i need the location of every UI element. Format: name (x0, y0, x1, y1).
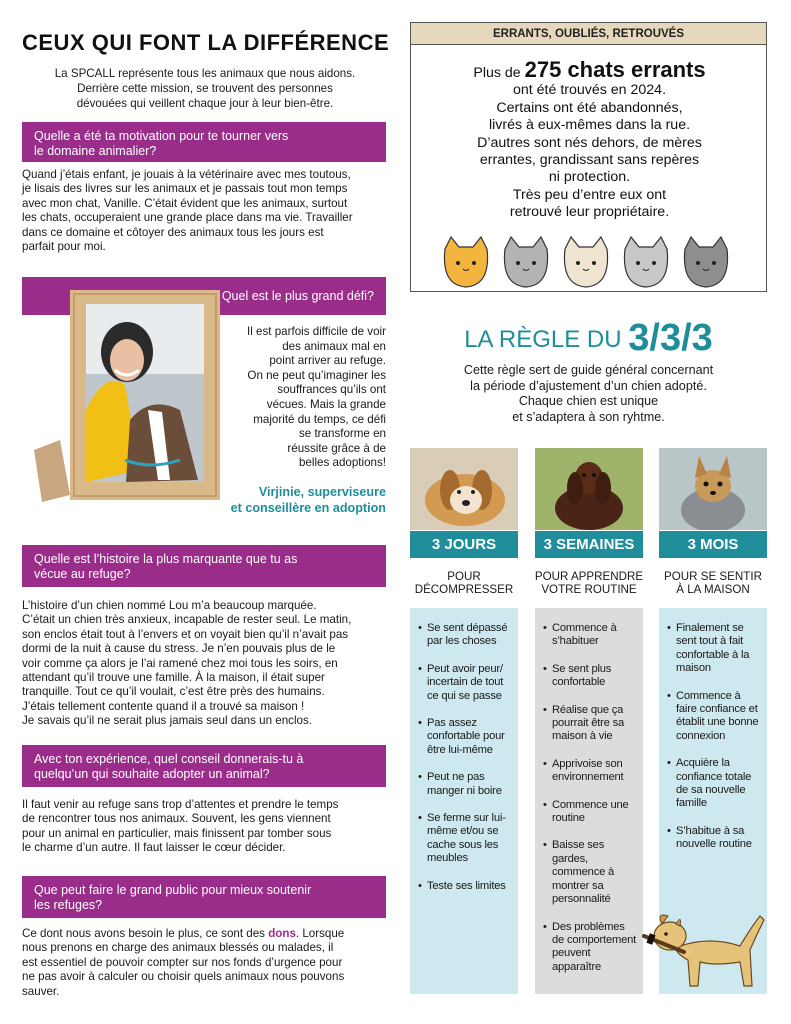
list-item: • Pas assez confortable pour être lui-même (418, 717, 514, 757)
list-item: • Commence à faire confiance et établit une bonne connexion (667, 690, 763, 744)
question-motivation: Quelle a été ta motivation pour te tourner vers le domaine animalier? (22, 122, 386, 162)
answer-advice: Il faut venir au refuge sans trop d’attentes et prendre le temps de rencontrer tous nos animaux. Souvent, les gens viennent pour un animal en particulier, mais finissent par tomber sous le charme d’un autre. Il faut laisser le cœur décider. (22, 798, 339, 855)
box-text: Plus de 275 chats errants ont été trouvés en 2024. Certains ont été abandonnés, livrés à eux-mêmes dans la rue. D’autres sont nés dehors, de mères errantes, grandissant sans repères ni protection. Très peu d’entre eux ont retrouvé leur propriétaire. (473, 57, 706, 221)
list-item: • S’habitue à sa nouvelle routine (667, 825, 763, 852)
list-item: • Peut ne pas manger ni boire (418, 771, 514, 798)
question-public: Que peut faire le grand public pour mieux soutenir les refuges? (22, 876, 386, 918)
list-item: • Des problèmes de comportement peuvent apparaître (543, 921, 639, 975)
list-item: • Finalement se sent tout à fait confortable à la maison (667, 622, 763, 676)
list-item: • Teste ses limites (418, 880, 514, 893)
label-3-jours: 3 JOURS (410, 531, 518, 558)
list-3-semaines (535, 608, 643, 994)
question-advice: Avec ton expérience, quel conseil donnerais-tu à quelqu’un qui souhaite adopter un animal? (22, 745, 386, 787)
dog-with-stick-illustration (640, 906, 770, 998)
list-item: • Acquière la confiance totale de sa nouvelle famille (667, 757, 763, 811)
answer-challenge: Il est parfois difficile de voir des animaux mal en point arriver au refuge. On ne peut qu’imaginer les souffrances qu’ils ont vécues. Mais la grande majorité du temps, ce défi se transforme en réussite grâce à de belles adoptions! (247, 325, 386, 470)
subtitle-3-jours: POUR DÉCOMPRESSER (414, 570, 514, 597)
label-3-semaines: 3 SEMAINES (535, 531, 643, 558)
dog-photo-1 (410, 448, 518, 530)
intro-text: La SPCALL représente tous les animaux que nous aidons. Derrière cette mission, se trouvent des personnes dévouées qui veillent chaque jour à leur bien-être. (54, 67, 356, 110)
list-item: • Se ferme sur lui-même et/ou se cache sous les meubles (418, 812, 514, 866)
list-3-jours (410, 608, 518, 994)
dons-highlight: dons (268, 927, 296, 940)
cats-illustration (439, 235, 739, 293)
framed-photo (30, 290, 220, 510)
rule-title: LA RÈGLE DU 3/3/3 (464, 317, 713, 359)
list-item: • Se sent plus confortable (543, 663, 639, 690)
answer-story: L’histoire d’un chien nommé Lou m’a beaucoup marquée. C’était un chien très anxieux, incapable de rester seul. Le matin, son enclos était tout à l’envers et on voyait bien qu’il n’avait pas dormi de la nuit à cause du stress. Je n’en pouvais plus de le voir comme ça alors je l’ai ramené chez moi tous les soirs, en attendant qu’il trouve une famille. À la maison, il était super tranquille. Tout ce qu’il voulait, c’est être près des humains. J’étais tellement contente quand il a trouvé sa maison ! Je savais qu’il ne serait plus jamais seul dans un enclos. (22, 599, 352, 728)
answer-public: Ce dont nous avons besoin le plus, ce sont des dons. Lorsque nous prenons en charge des animaux blessés ou malades, il est essentiel de pouvoir compter sur nos fonds d’urgence pour ne pas avoir à calculer ou choisir quels animaux nous pouvons sauver. (22, 927, 345, 998)
answer-motivation: Quand j’étais enfant, je jouais à la vétérinaire avec mes toutous, je lisais des livres sur les animaux et je passais tout mon temps avec mon chat, Vanille. C’était évident que les animaux, surtout les chats, occuperaient une grande place dans ma vie. Travailler dans ce domaine et côtoyer des animaux tous les jours est parfait pour moi. (22, 168, 353, 254)
stray-cats-box (410, 22, 767, 292)
list-item: • Commence à s’habituer (543, 622, 639, 649)
question-challenge: Quel est le plus grand défi? (22, 277, 386, 315)
question-story: Quelle est l’histoire la plus marquante que tu as vécue au refuge? (22, 545, 386, 587)
list-item: • Se sent dépassé par les choses (418, 622, 514, 649)
subtitle-3-semaines: POUR APPRENDRE VOTRE ROUTINE (534, 570, 644, 597)
list-item: • Réalise que ça pourrait être sa maison à vie (543, 704, 639, 744)
page-title: CEUX QUI FONT LA DIFFÉRENCE (22, 30, 390, 55)
rule-intro: Cette règle sert de guide général concernant la période d’ajustement d’un chien adopté. Chaque chien est unique et s’adaptera à son ryhtme. (463, 363, 714, 424)
list-item: • Baisse ses gardes, commence à montrer sa personnalité (543, 839, 639, 906)
list-item: • Apprivoise son environnement (543, 758, 639, 785)
label-3-mois: 3 MOIS (659, 531, 767, 558)
dog-photo-3 (659, 448, 767, 530)
signature: Virjinie, superviseure et conseillère en adoption (230, 485, 386, 515)
box-header: ERRANTS, OUBLIÉS, RETROUVÉS (411, 23, 766, 45)
dog-photo-2 (535, 448, 643, 530)
list-item: • Peut avoir peur/ incertain de tout ce qui se passe (418, 663, 514, 703)
subtitle-3-mois: POUR SE SENTIR À LA MAISON (664, 570, 762, 597)
list-item: • Commence une routine (543, 799, 639, 826)
